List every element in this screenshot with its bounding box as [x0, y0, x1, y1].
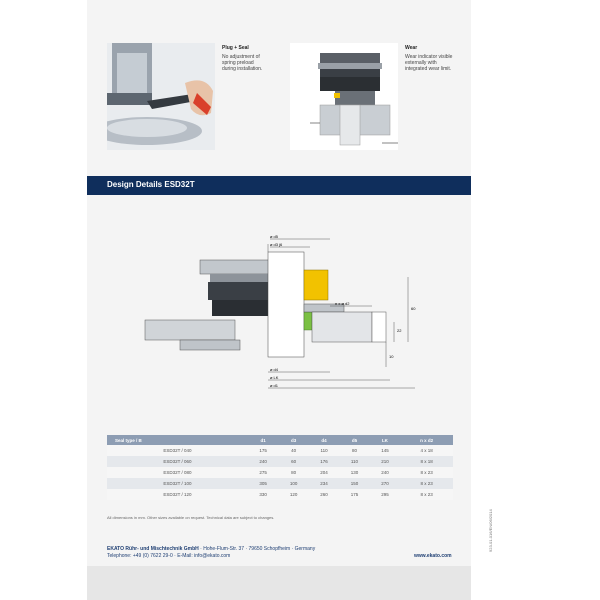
column-header: d4 [309, 435, 339, 445]
table-cell: 4 x 18 [400, 445, 453, 456]
technical-drawing [140, 232, 430, 392]
column-header: d3 [278, 435, 308, 445]
caption-line: externally with [405, 60, 437, 66]
table-cell: 8 x 23 [400, 489, 453, 500]
table-header-row [107, 435, 453, 445]
dim-label-h3: 10 [389, 354, 394, 359]
dim-label-d4: ⌀ d4 [270, 367, 278, 372]
company-info [107, 546, 315, 560]
table-row [107, 445, 453, 456]
dim-label-lk: ⌀ LK [270, 375, 279, 380]
company-name: EKATO Rühr- und Mischtechnik GmbH [107, 546, 199, 552]
table-cell: ESD32T / 120 [107, 489, 248, 500]
table-row [107, 456, 453, 467]
table-cell: 330 [248, 489, 278, 500]
table-cell: 120 [278, 489, 308, 500]
table-cell: 305 [248, 478, 278, 489]
table-row [107, 467, 453, 478]
plug-seal-photo [107, 43, 215, 150]
photo-caption-wear [405, 45, 475, 72]
wear-indicator-illustration [290, 43, 398, 150]
dimensions-note: All dimensions in mm. Other sizes available on request. Technical data are subject to changes. [107, 515, 275, 520]
column-header: d1 [248, 435, 278, 445]
dim-label-d3: ⌀ d3 j6 [270, 242, 283, 247]
table-cell: 240 [370, 467, 400, 478]
table-cell: ESD32T / 040 [107, 445, 248, 456]
company-address: · Hohe-Flum-Str. 37 · 79650 Schopfheim · Germany [200, 546, 316, 552]
photo-caption-plug-seal [222, 45, 292, 72]
dim-label-h2: 22 [397, 328, 402, 333]
table-cell: 240 [248, 456, 278, 467]
document-id: 923-01-016/EN/06/2014 [488, 509, 493, 552]
dim-label-d1: ⌀ d1 [270, 383, 278, 388]
table-cell: 150 [339, 478, 369, 489]
table-cell: 80 [278, 467, 308, 478]
dim-label-d5: ⌀ d5 [270, 234, 278, 239]
table-cell: 204 [309, 467, 339, 478]
column-header: d5 [339, 435, 369, 445]
caption-line: No adjustment of [222, 54, 260, 60]
table-cell: 260 [309, 489, 339, 500]
dim-label-nxd2: n x ⌀ d2 [335, 301, 350, 306]
table-cell: 295 [370, 489, 400, 500]
table-cell: 270 [370, 478, 400, 489]
table-cell: 8 x 18 [400, 456, 453, 467]
footer-band [87, 566, 471, 600]
table-cell: 210 [370, 456, 400, 467]
table-cell: 110 [309, 445, 339, 456]
table-cell: 175 [248, 445, 278, 456]
caption-line: during installation. [222, 66, 263, 72]
caption-line: Wear indicator visible [405, 54, 453, 60]
caption-line: integrated wear limit. [405, 66, 452, 72]
website-link[interactable]: www.ekato.com [414, 553, 452, 559]
column-header: LK [370, 435, 400, 445]
table-cell: ESD32T / 060 [107, 456, 248, 467]
table-cell: 8 x 23 [400, 467, 453, 478]
table-cell: ESD32T / 080 [107, 467, 248, 478]
table-cell: ESD32T / 100 [107, 478, 248, 489]
table-row [107, 489, 453, 500]
company-contact: Telephone: +49 (0) 7622 29-0 · E-Mail: info@ekato.com [107, 553, 231, 559]
dim-label-h: 60 [411, 306, 416, 311]
section-title: Design Details ESD32T [107, 180, 195, 189]
column-header: Seal type / B [107, 435, 248, 445]
caption-title: Wear [405, 45, 418, 51]
table-cell: 275 [248, 467, 278, 478]
table-cell: 60 [278, 456, 308, 467]
table-cell: 110 [339, 456, 369, 467]
caption-line: spring preload [222, 60, 254, 66]
caption-title: Plug + Seal [222, 45, 249, 51]
table-cell: 176 [309, 456, 339, 467]
table-cell: 175 [339, 489, 369, 500]
table-cell: 130 [339, 467, 369, 478]
table-cell: 40 [278, 445, 308, 456]
table-cell: 234 [309, 478, 339, 489]
dimension-table [107, 435, 453, 500]
table-cell: 80 [339, 445, 369, 456]
table-cell: 145 [370, 445, 400, 456]
section-banner [87, 176, 471, 195]
column-header: n x d2 [400, 435, 453, 445]
table-cell: 100 [278, 478, 308, 489]
table-cell: 8 x 23 [400, 478, 453, 489]
table-row [107, 478, 453, 489]
